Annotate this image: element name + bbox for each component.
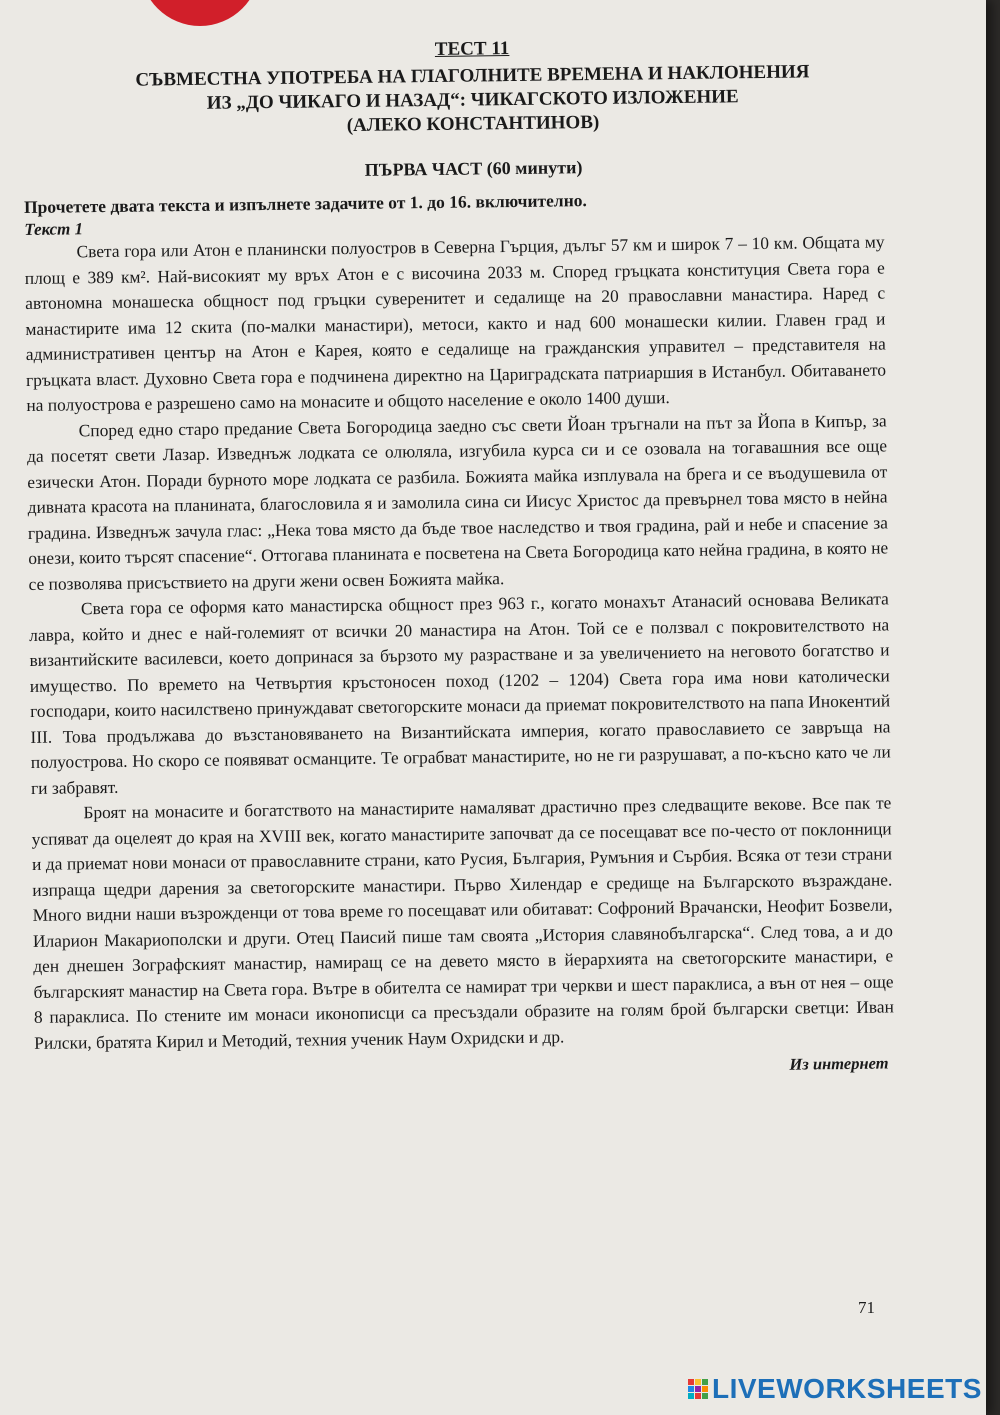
paragraph-1: Света гора или Атон е планински полуостров в Северна Гърция, дълъг 57 км и широк 7 – 10 км. Общата му площ е 389 км². Най-високият му връх Атон е с височина 2033 м. Според гръцката конституция Света гора е автономна монашеска общност под гръцки суверенитет и седалище на 20 православни манастира. Наред с манастирите има 12 скита (по-малки манастири), метоси, както и над 600 монашески килии. Главен град и административен център на Атон е Карея, която е седалище на гражданския управител – представителя на гръцката власт. Духовно Света гора е подчинена директно на Цариградската патриаршия в Истанбул. Обитаването на полуострова е разрешено само на монасите и общото население е около 1400 души.: [24, 231, 887, 415]
logo-text: LIVEWORKSHEETS: [712, 1373, 982, 1404]
test-title: ТЕСТ 11: [434, 38, 510, 60]
paragraph-4: Броят на монасите и богатството на манастирите намаляват драстично през следващите векове. Все пак те успяват да оцелеят до края на XVIII век, когато манастирите започват да се посещават все по-често от поклонници и да приемат нови монаси от православните страни, като Русия, България, Румъния и Сърбия. Всяка от тези страни изпраща щедри дарения за светогорските манастири. Първо Хилендар е средище на Българското възраждане. Много видни наши възрожденци от това време го посещават или обитават: Софроний Врачански, Неофит Бозвели, Иларион Макариополски и други. Отец Паисий пише там своята „История славянобългарска“. След това, а и до ден днешен Зографският манастир, намиращ се на девето място в йерархията на светогорските манастири, е българският манастир на Света гора. Вътре в обителта се намират три черкви и шест параклиса, а вън от нея – още 8 параклиса. По стените им монаси иконописци са пресъздали образите на голям брой български светци: Иван Рилски, братята Кирил и Методий, техния ученик Наум Охридски и др.: [31, 792, 894, 1053]
source-note: Из интернет: [789, 1053, 889, 1074]
liveworksheets-logo[interactable]: [688, 1373, 982, 1405]
part-title: ПЪРВА ЧАСТ (60 минути): [364, 157, 583, 180]
finger-shape: [140, 0, 260, 26]
logo-grid-icon: [688, 1379, 708, 1399]
title-line-3: (АЛЕКО КОНСТАНТИНОВ): [346, 111, 600, 137]
page-number: 71: [858, 1298, 875, 1317]
page-content: [22, 33, 895, 1083]
instruction: Прочетете двата текста и изпълнете задачите от 1. до 16. включително.: [23, 190, 587, 217]
paragraph-3: Света гора се оформя като манастирска общност през 963 г., когато монахът Атанасий основава Великата лавра, който и днес е най-големият от всички 20 манастира на Атон. Той се е ползвал с покровителството на византийските василевси, което допринася за бързото му разрастване и за увеличението на неговото богатство и имущество. По времето на Четвъртия кръстоносен поход (1202 – 1204) Света гора има нови католически господари, които насилствено принуждават светогорските монаси да приемат покровителството на папа Инокентий III. Това продължава до възстановяването на Византийската империя, когато православието се завръща на полуострова. Но скоро се появяват османците. Те ограбват манастирите, но не ги разрушават, а по-късно като че ли ги забравят.: [29, 588, 891, 798]
text-label: Текст 1: [24, 219, 84, 239]
paragraph-2: Според едно старо предание Света Богородица заедно със свети Йоан тръгнали на път за Йопа в Кипър, за да посетят свети Лазар. Изведнъж лодката се олюляла, изгубила курса си и се озовала на тогавашния все още езически Атон. Поради бурното море лодката се разбила. Божията майка изплувала на брега и се въодушевила от дивната красота на планината, благословила я и замолила сина си Иисус Христос да превърнел това място в нейна градина. Изведнъж зачула глас: „Нека това място да бъде твое наследство и твоя градина, рай и небе и спасение за онези, които търсят спасение“. Оттогава планината е посветена на Света Богородица като нейна градина, в която не се позволява присъствието на други жени освен Божията майка.: [26, 409, 889, 594]
title-line-2: ИЗ „ДО ЧИКАГО И НАЗАД“: ЧИКАГСКОТО ИЗЛОЖЕНИЕ: [206, 86, 739, 114]
title-line-1: СЪВМЕСТНА УПОТРЕБА НА ГЛАГОЛНИТЕ ВРЕМЕНА И НАКЛОНЕНИЯ: [135, 61, 810, 91]
